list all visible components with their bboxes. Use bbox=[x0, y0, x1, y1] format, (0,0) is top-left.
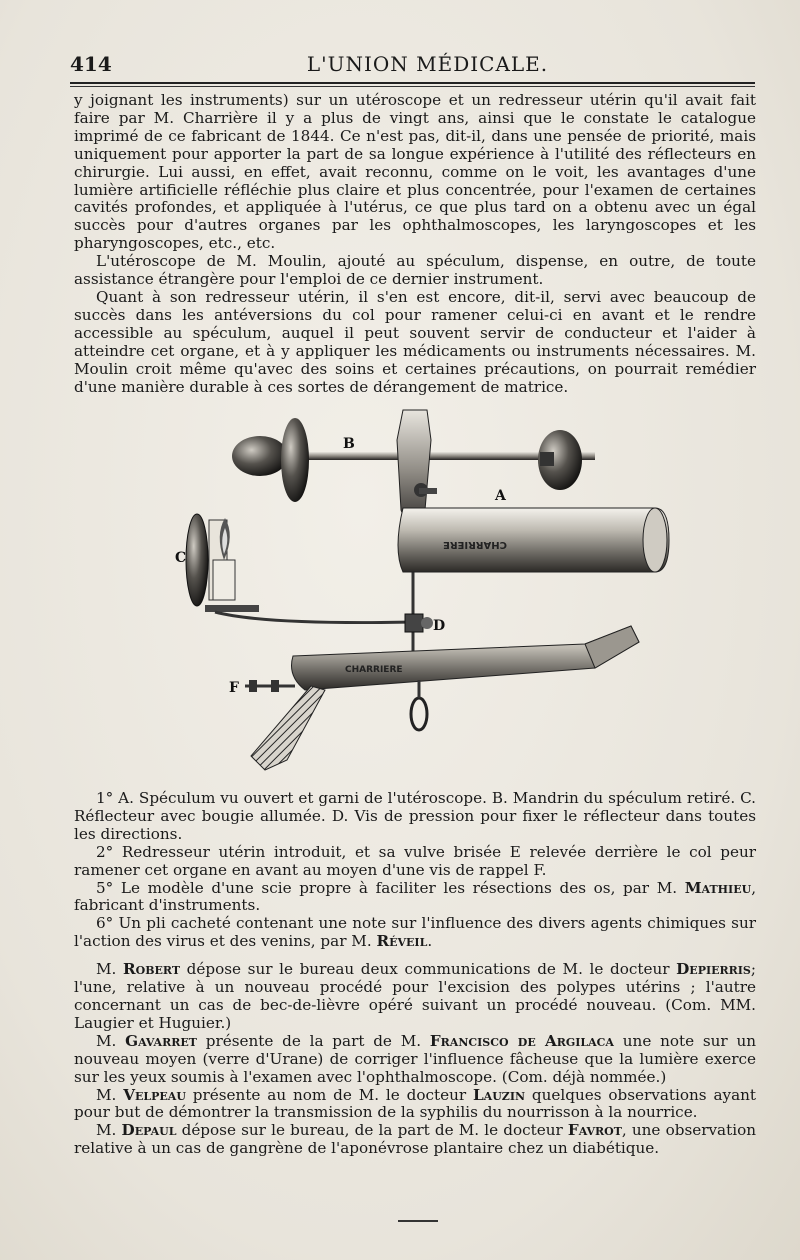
speculum-a bbox=[398, 508, 669, 572]
label-c: C bbox=[175, 550, 187, 566]
item-5: 5° Le modèle d'une scie propre à faciliter les résections des os, par M. Mathieu, fabricant d'instruments. bbox=[74, 878, 757, 915]
screw-d bbox=[405, 614, 433, 632]
item-6: 6° Un pli cacheté contenant une note sur l'influence des divers agents chimiques sur l'action des virus et des venins, par M. Réveil. bbox=[74, 914, 756, 951]
person-name: Favrot bbox=[567, 1121, 622, 1140]
header-rule bbox=[70, 82, 755, 84]
running-title: L'UNION MÉDICALE. bbox=[306, 52, 549, 76]
speculum-figure bbox=[175, 400, 675, 780]
label-b: B bbox=[343, 436, 355, 452]
paragraph-redresseur: Quant à son redresseur utérin, il s'en est encore, dit-il, servi avec beaucoup de succès dans les antéversions du col pour ramener celui-ci en avant et le rendre accessible au spéculum, auquel il peut souvent servir de conducteur et l'aider à atteindre cet organe, et à y appliquer les médicaments ou instruments nécessaires. M. Moulin croit même qu'avec des soins et certaines précautions, on pourrait remédier d'une manière durable à ces sortes de dérangement de matrice. bbox=[74, 287, 756, 396]
redresseur-uterin bbox=[245, 626, 639, 770]
communication-robert: M. Robert dépose sur le bureau deux communications de M. le docteur Depierris; l'une, relative à un nouveau procédé pour l'excision des polypes utérins ; l'autre concernant un cas de bec-de-lièvre opéré suivant un procédé nouveau. (Com. MM. Laugier et Huguier.) bbox=[74, 960, 756, 1032]
communication-gavarret: M. Gavarret présente de la part de M. Francisco de Argilaca une note sur un nouveau moyen (verre d'Urane) de corriger l'influence fâcheuse que la lumière exerce sur les yeux soumis à l'examen avec l'ophthalmoscope. (Com. déjà nommée.) bbox=[74, 1031, 757, 1086]
page-number: 414 bbox=[70, 52, 112, 76]
engraving-lower: CHARRIERE bbox=[345, 665, 403, 675]
label-a: A bbox=[495, 488, 506, 504]
person-name: Velpeau bbox=[123, 1085, 186, 1104]
body-text-bottom bbox=[74, 790, 756, 1158]
caption-1: 1° A. Spéculum vu ouvert et garni de l'utéroscope. B. Mandrin du spéculum retiré. C. Réflecteur avec bougie allumée. D. Vis de pression pour fixer le réflecteur dans toutes les directions. bbox=[74, 789, 756, 843]
person-name: Lauzin bbox=[472, 1085, 526, 1104]
person-name: Depaul bbox=[121, 1121, 177, 1140]
paragraph-utéroscope-history: y joignant les instruments) sur un utéroscope et un redresseur utérin qu'il avait fait faire par M. Charrière il y a plus de vingt ans, ainsi que le constate le catalogue imprimé de ce fabricant de 1844. Ce n'est pas, dit-il, dans une pensée de priorité, mais uniquement pour apporter la part de sa longue expérience à l'utilité des réflecteurs en chirurgie. Lui aussi, en effet, avait reconnu, comme on le voit, les avantages d'une lumière artificielle réfléchie plus claire et plus concentrée, pour l'examen de certaines cavités profondes, et appliquée à l'utérus, ce que plus tard on a obtenu avec un égal succès pour d'autres organes par les ophthalmoscopes, les laryngoscopes et les pharyngoscopes, etc., etc. bbox=[74, 91, 756, 253]
person-name: Francisco de Argilaca bbox=[429, 1031, 614, 1050]
label-f: F bbox=[229, 680, 239, 696]
footer-rule bbox=[398, 1220, 438, 1222]
reflector-c bbox=[186, 514, 415, 623]
header-rule-thin bbox=[70, 86, 755, 87]
paragraph-uteroscope-moulin: L'utéroscope de M. Moulin, ajouté au spéculum, dispense, en outre, de toute assistance étrangère pour l'emploi de ce dernier instrument. bbox=[74, 252, 756, 289]
person-name: Mathieu bbox=[684, 878, 752, 897]
person-name: Gavarret bbox=[125, 1031, 197, 1050]
body-text-top bbox=[74, 92, 756, 396]
communication-velpeau: M. Velpeau présente au nom de M. le docteur Lauzin quelques observations ayant pour but de démontrer la transmission de la syphilis du nourrisson à la nourrice. bbox=[74, 1085, 757, 1122]
person-name: Réveil bbox=[376, 932, 428, 951]
engraving-upper: CHARRIERE bbox=[443, 539, 507, 550]
page-header bbox=[70, 40, 755, 76]
caption-2: 2° Redresseur utérin introduit, et sa vulve brisée E relevée derrière le col peur ramener cet organe en avant au moyen d'une vis de rappel F. bbox=[74, 842, 756, 879]
person-name: Depierris bbox=[676, 960, 751, 979]
label-d: D bbox=[433, 618, 446, 634]
communication-depaul: M. Depaul dépose sur le bureau, de la part de M. le docteur Favrot, une observation relative à un cas de gangrène de l'aponévrose plantaire chez un diabétique. bbox=[74, 1121, 757, 1158]
person-name: Robert bbox=[123, 960, 181, 979]
